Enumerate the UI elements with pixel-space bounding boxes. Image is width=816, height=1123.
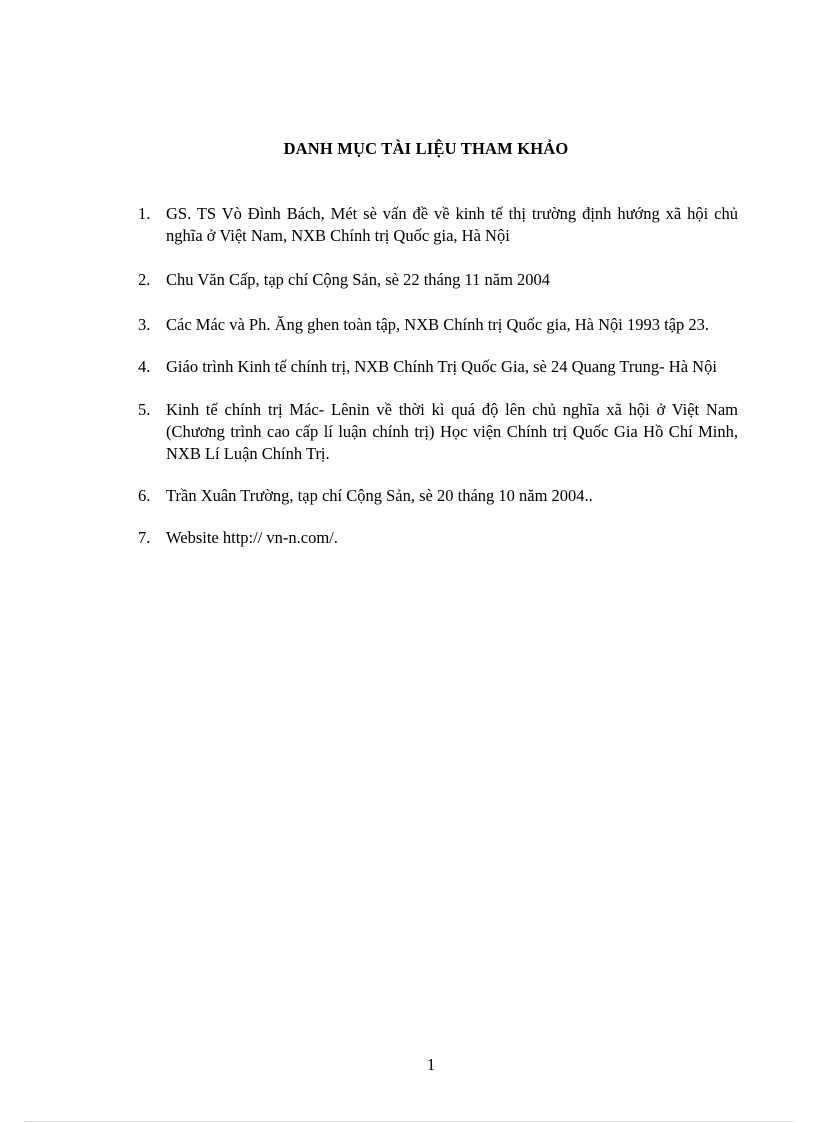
reference-item [138, 399, 738, 465]
reference-item [138, 485, 738, 507]
reference-list [138, 203, 738, 549]
reference-text: Các Mác và Ph. Ăng ghen toàn tập, NXB Chính trị Quốc gia, Hà Nội 1993 tập 23. [166, 315, 710, 334]
reference-item [138, 203, 738, 247]
reference-text: Kinh tế chính trị Mác- Lênin về thời kì quá độ lên chủ nghĩa xã hội ở Việt Nam (Chương trình cao cấp lí luận chính trị) Học viện Chính trị Quốc Gia Hồ Chí Minh, NXB Lí Luận Chính Trị. [166, 400, 738, 463]
reference-text: GS. TS Vò Đình Bách, Mét sè vấn đề về kinh tế thị trường định hướng xã hội chủ nghĩa ở Việt Nam, NXB Chính trị Quốc gia, Hà Nội [166, 204, 738, 245]
reference-number: 3. [138, 315, 151, 334]
page-number: 1 [426, 1055, 436, 1074]
reference-item [138, 356, 738, 378]
page-bottom-divider [24, 1121, 794, 1122]
reference-item [138, 269, 738, 291]
reference-text: Trần Xuân Trường, tạp chí Cộng Sản, sè 20 tháng 10 năm 2004.. [166, 486, 593, 505]
reference-text: Chu Văn Cấp, tạp chí Cộng Sản, sè 22 tháng 11 năm 2004 [166, 270, 551, 289]
reference-item [138, 527, 738, 549]
reference-number: 5. [138, 400, 151, 419]
reference-number: 1. [138, 204, 151, 223]
reference-number: 2. [138, 270, 151, 289]
page-title: DANH MỤC TÀI LIỆU THAM KHẢO [283, 139, 569, 158]
reference-number: 7. [138, 528, 151, 547]
reference-number: 4. [138, 357, 151, 376]
reference-text: Giáo trình Kinh tế chính trị, NXB Chính Trị Quốc Gia, sè 24 Quang Trung- Hà Nội [166, 357, 717, 376]
reference-text: Website http:// vn-n.com/. [166, 528, 338, 547]
reference-number: 6. [138, 486, 151, 505]
reference-item [138, 314, 738, 336]
